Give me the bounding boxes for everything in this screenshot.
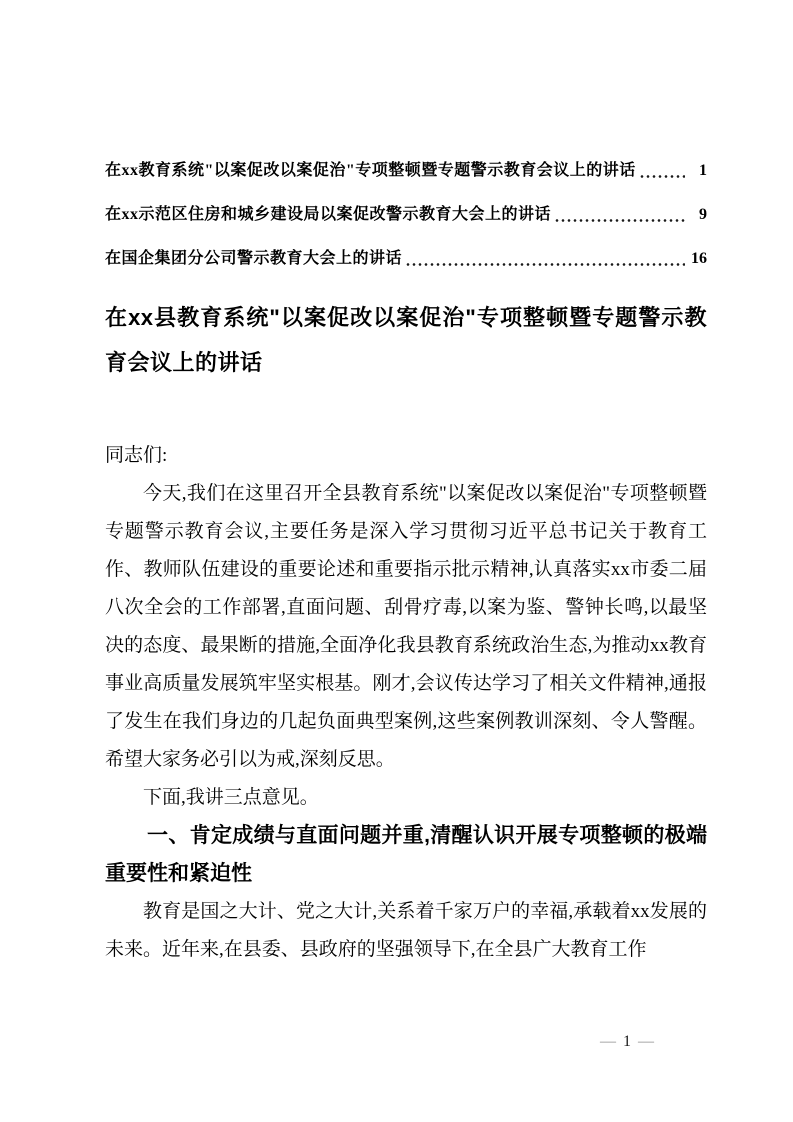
- toc-item[interactable]: [105, 249, 707, 269]
- toc-item[interactable]: [105, 205, 707, 225]
- toc-entry-title: 在xx示范区住房和城乡建设局以案促改警示教育大会上的讲话: [105, 206, 552, 223]
- page-number-value: 1: [623, 1033, 631, 1050]
- section-heading: 一、肯定成绩与直面问题并重,清醒认识开展专项整顿的极端重要性和紧迫性: [105, 824, 707, 885]
- table-of-contents: [105, 161, 707, 269]
- page-number: [600, 1032, 654, 1052]
- page-number-dash: —: [638, 1033, 654, 1050]
- document-body: [105, 437, 707, 969]
- toc-page-number: 9: [699, 206, 707, 223]
- salutation: 同志们:: [105, 445, 168, 466]
- toc-entry-title: 在国企集团分公司警示教育大会上的讲话: [105, 250, 403, 267]
- document-title: 在xx县教育系统"以案促改以案促治"专项整顿暨专题警示教育会议上的讲话: [105, 305, 707, 375]
- paragraph: 教育是国之大计、党之大计,关系着千家万户的幸福,承载着xx发展的未来。近年来,在县委、县政府的坚强领导下,在全县广大教育工作: [105, 901, 707, 960]
- page-number-dash: —: [600, 1033, 616, 1050]
- toc-page-number: 16: [691, 250, 707, 267]
- paragraph: 今天,我们在这里召开全县教育系统"以案促改以案促治"专项整顿暨专题警示教育会议,主要任务是深入学习贯彻习近平总书记关于教育工作、教师队伍建设的重要论述和重要指示批示精神,认真落实xx市委二届八次全会的工作部署,直面问题、刮骨疗毒,以案为鉴、警钟长鸣,以最坚决的态度、最果断的措施,全面净化我县教育系统政治生态,为推动xx教育事业高质量发展筑牢坚实根基。刚才,会议传达学习了相关文件精神,通报了发生在我们身边的几起负面典型案例,这些案例教训深刻、令人警醒。希望大家务必引以为戒,深刻反思。: [105, 483, 707, 770]
- toc-page-number: 1: [699, 162, 707, 179]
- toc-dot-leader: [405, 262, 685, 267]
- toc-dot-leader: [639, 174, 685, 179]
- toc-entry-title: 在xx教育系统"以案促改以案促治"专项整顿暨专题警示教育会议上的讲话: [105, 162, 636, 179]
- toc-item[interactable]: [105, 161, 707, 181]
- paragraph: 下面,我讲三点意见。: [143, 787, 319, 808]
- toc-dot-leader: [554, 218, 685, 223]
